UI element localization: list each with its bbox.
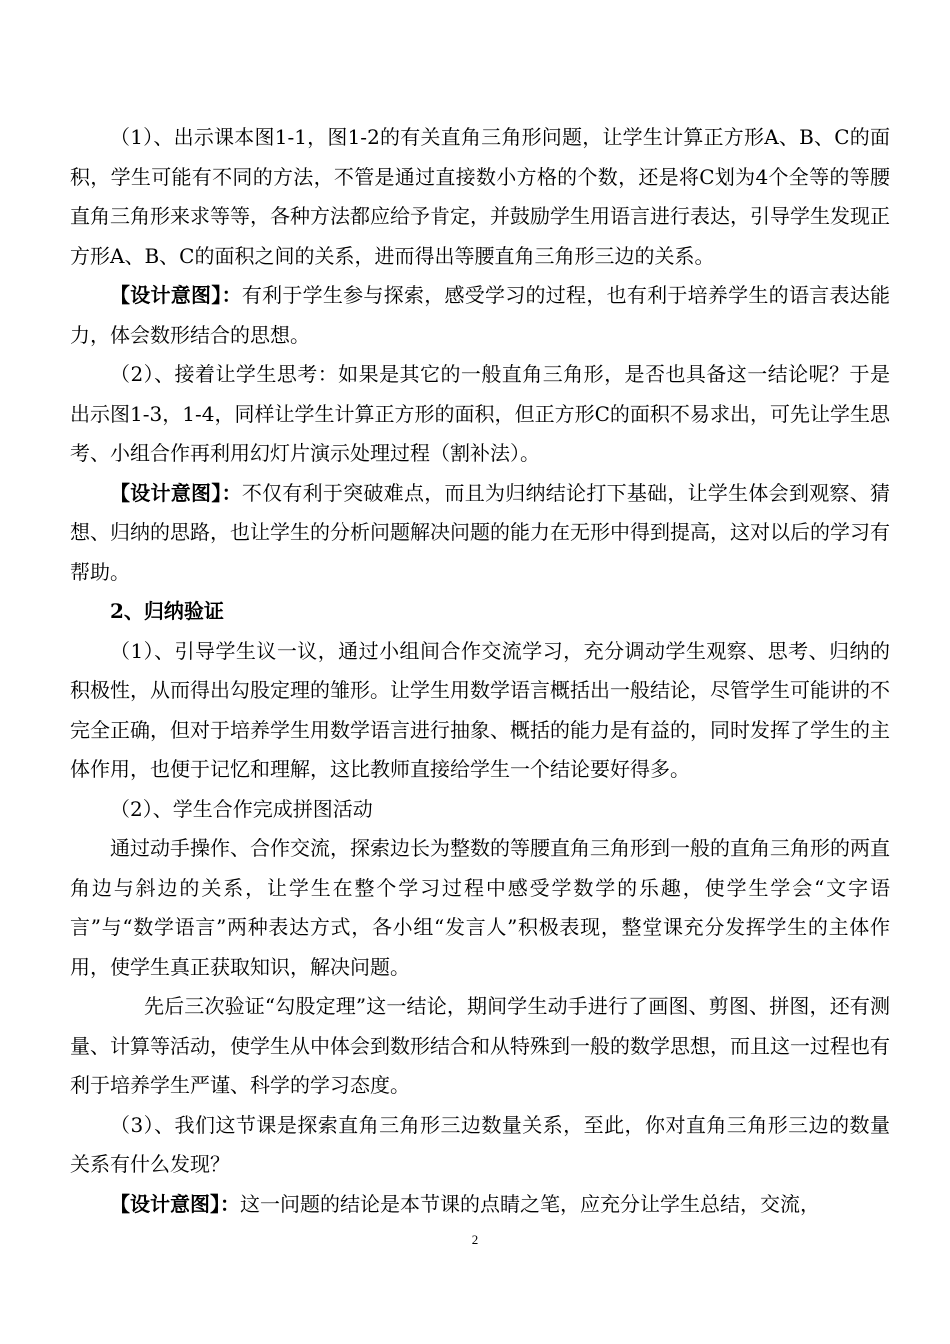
page-number: 2 — [471, 1232, 479, 1247]
paragraph-5: 通过动手操作、合作交流，探索边长为整数的等腰直角三角形到一般的直角三角形的两直角边与斜边的关系，让学生在整个学习过程中感受学数学的乐趣，使学生学会“文字语言”与“数学语言”两种表达方式，各小组“发言人”积极表现，整堂课充分发挥学生的主体作用，使学生真正获取知识，解决问题。 — [70, 836, 890, 979]
paragraph-3: （1）、引导学生议一议，通过小组间合作交流学习，充分调动学生观察、思考、归纳的积极性，从而得出勾股定理的雏形。让学生用数学语言概括出一般结论，尽管学生可能讲的不完全正确，但对于培养学生用数学语言进行抽象、概括的能力是有益的，同时发挥了学生的主体作用，也便于记忆和理解，这比教师直接给学生一个结论要好得多。 — [70, 638, 890, 781]
design-intent-label: 【设计意图】： — [110, 480, 242, 505]
design-intent-label: 【设计意图】： — [110, 283, 242, 307]
paragraph-4: （2）、学生合作完成拼图活动 — [110, 796, 373, 821]
design-intent-text: 不仅有利于突破难点，而且为归纳结论打下基础，让学生体会到观察、猜想、归纳的思路，也让学生的分析问题解决问题的能力在无形中得到提高，这对以后的学习有帮助。 — [70, 480, 891, 584]
section-heading: 2、归纳验证 — [110, 599, 224, 623]
paragraph-1: （1）、出示课本图1-1，图1-2的有关直角三角形问题，让学生计算正方形A、B、C的面积，学生可能有不同的方法，不管是通过直接数小方格的个数，还是将C划为4个全等的等腰直角三角形来求等等，各种方法都应给予肯定，并鼓励学生用语言进行表达，引导学生发现正方形A、B、C的面积之间的关系，进而得出等腰直角三角形三边的关系。 — [70, 125, 890, 268]
paragraph-6: 先后三次验证“勾股定理”这一结论，期间学生动手进行了画图、剪图、拼图，还有测量、计算等活动，使学生从中体会到数形结合和从特殊到一般的数学思想，而且这一过程也有利于培养学生严谨、科学的学习态度。 — [70, 994, 890, 1097]
design-intent-2 — [70, 474, 890, 593]
design-intent-text: 这一问题的结论是本节课的点睛之笔，应充分让学生总结，交流， — [240, 1191, 820, 1216]
paragraph-7: （3）、我们这节课是探索直角三角形三边数量关系，至此，你对直角三角形三边的数量关系有什么发现？ — [70, 1112, 890, 1176]
design-intent-1 — [70, 276, 890, 355]
paragraph-2: （2）、接着让学生思考：如果是其它的一般直角三角形，是否也具备这一结论呢？于是出示图1-3，1-4，同样让学生计算正方形的面积，但正方形C的面积不易求出，可先让学生思考、小组合作再利用幻灯片演示处理过程（割补法）。 — [70, 362, 890, 465]
design-intent-label: 【设计意图】： — [110, 1191, 240, 1216]
document-body — [70, 118, 890, 1224]
design-intent-text: 有利于学生参与探索，感受学习的过程，也有利于培养学生的语言表达能力，体会数形结合的思想。 — [70, 283, 891, 347]
design-intent-3 — [70, 1185, 890, 1225]
